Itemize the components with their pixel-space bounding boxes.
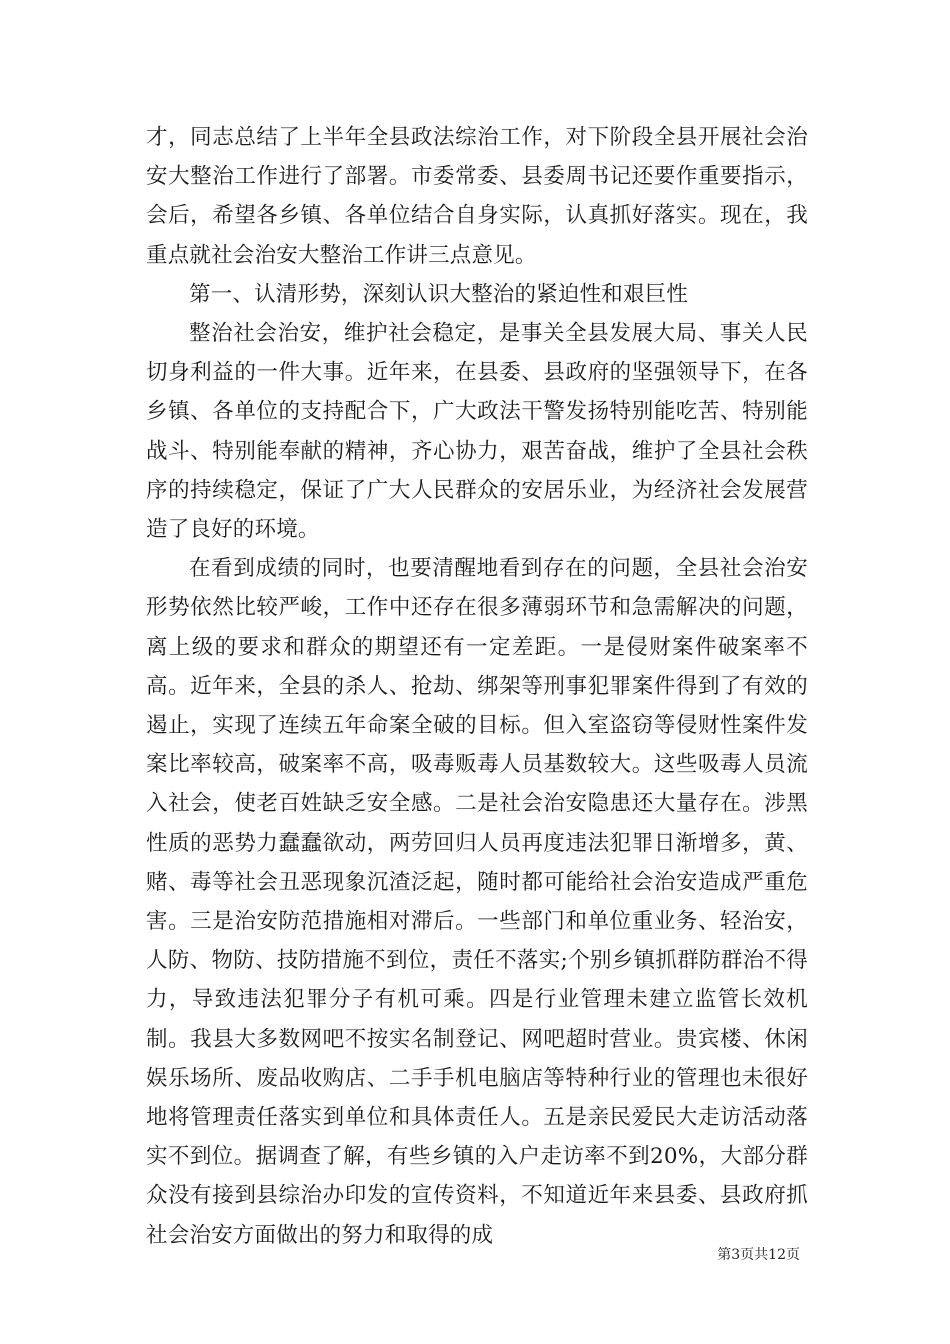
page-number: 第3页共12页 xyxy=(717,1247,800,1263)
paragraph-continuation: 才，同志总结了上半年全县政法综治工作，对下阶段全县开展社会治安大整治工作进行了部署。市委常委、县委周书记还要作重要指示，会后，希望各乡镇、各单位结合自身实际，认真抓好落实。现在，我重点就社会治安大整治工作讲三点意见。 xyxy=(146,125,808,268)
section-heading: 第一、认清形势，深刻认识大整治的紧迫性和艰巨性 xyxy=(189,281,689,307)
paragraph-achievements: 整治社会治安，维护社会稳定，是事关全县发展大局、事关人民切身利益的一件大事。近年来，在县委、县政府的坚强领导下，在各乡镇、各单位的支持配合下，广大政法干警发扬特别能吃苦、特别能战斗、特别能奉献的精神，齐心协力，艰苦奋战，维护了全县社会秩序的持续稳定，保证了广大人民群众的安居乐业，为经济社会发展营造了良好的环境。 xyxy=(146,321,808,543)
paragraph-problems: 在看到成绩的同时，也要清醒地看到存在的问题，全县社会治安形势依然比较严峻，工作中还存在很多薄弱环节和急需解决的问题，离上级的要求和群众的期望还有一定差距。一是侵财案件破案率不高。近年来，全县的杀人、抢劫、绑架等刑事犯罪案件得到了有效的遏止，实现了连续五年命案全破的目标。但入室盗窃等侵财性案件发案比率较高，破案率不高，吸毒贩毒人员基数较大。这些吸毒人员流入社会，使老百姓缺乏安全感。二是社会治安隐患还大量存在。涉黑性质的恶势力蠢蠢欲动，两劳回归人员再度违法犯罪日渐增多，黄、赌、毒等社会丑恶现象沉渣泛起，随时都可能给社会治安造成严重危害。三是治安防范措施相对滞后。一些部门和单位重业务、轻治安，人防、物防、技防措施不到位，责任不落实;个别乡镇抓群防群治不得力，导致违法犯罪分子有机可乘。四是行业管理未建立监管长效机制。我县大多数网吧不按实名制登记、网吧超时营业。贵宾楼、休闲娱乐场所、废品收购店、二手手机电脑店等特种行业的管理也未很好地将管理责任落实到单位和具体责任人。五是亲民爱民大走访活动落实不到位。据调查了解，有些乡镇的入户走访率不到20%，大部分群众没有接到县综治办印发的宣传资料，不知道近年来县委、县政府抓社会治安方面做出的努力和取得的成 xyxy=(146,556,808,1248)
document-body xyxy=(146,118,808,1255)
